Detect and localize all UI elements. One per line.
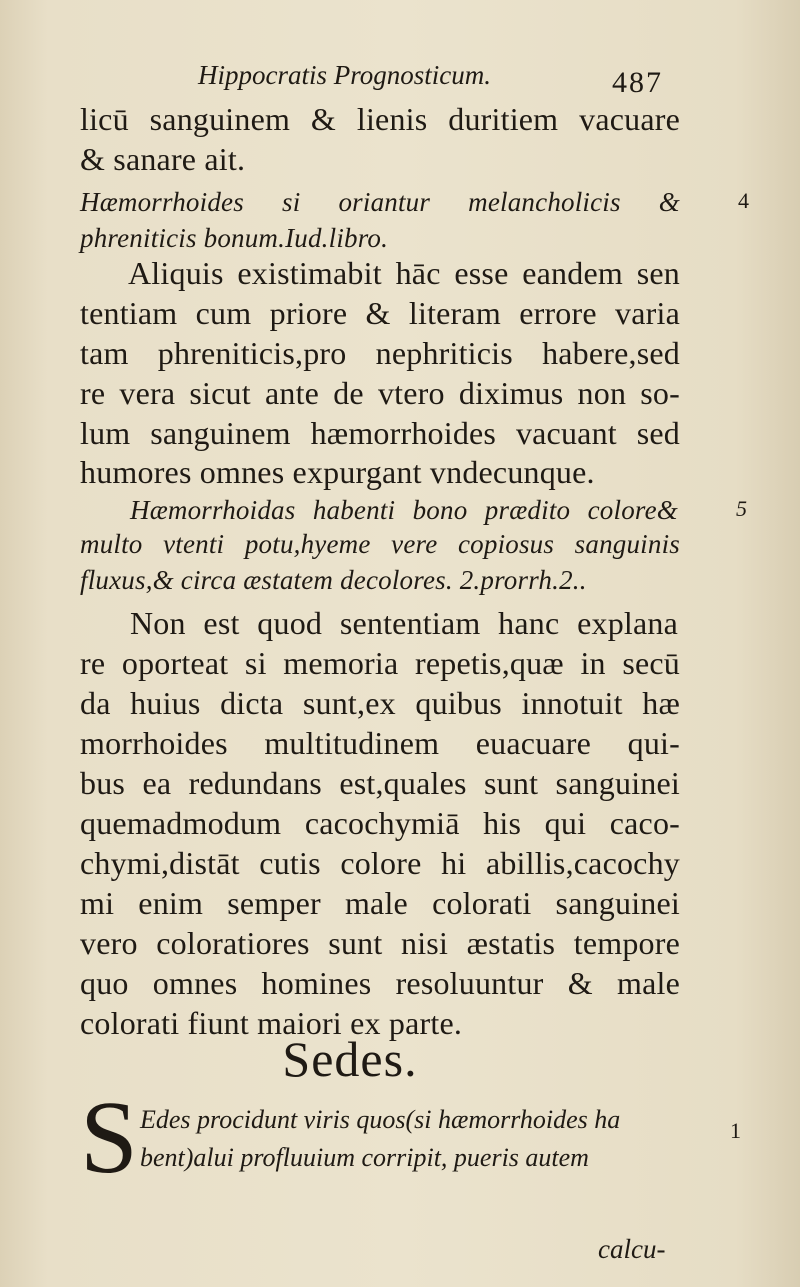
page-number: 487 bbox=[612, 66, 663, 99]
commentary-line: chymi,distāt cutis colore hi abillis,cacochy bbox=[80, 845, 680, 881]
commentary-line: Aliquis existimabit hāc esse eandem sen bbox=[128, 255, 680, 291]
section-heading: Sedes. bbox=[282, 1031, 418, 1087]
commentary-line: morrhoides multitudinem euacuare qui- bbox=[80, 725, 680, 761]
catchword: calcu- bbox=[598, 1234, 666, 1264]
section-line: bent)alui profluuium corripit, pueris autem bbox=[140, 1143, 589, 1172]
sentence-5-line: multo vtenti potu,hyeme vere copiosus sanguinis bbox=[80, 529, 680, 559]
commentary-line: tentiam cum priore & literam errore varia bbox=[80, 295, 680, 331]
body-line: licū sanguinem & lienis duritiem vacuare bbox=[80, 101, 680, 137]
margin-number-5: 5 bbox=[736, 496, 747, 521]
commentary-line: humores omnes expurgant vndecunque. bbox=[80, 454, 595, 490]
margin-number-4: 4 bbox=[738, 188, 749, 213]
commentary-line: quo omnes homines resoluuntur & male bbox=[80, 965, 680, 1001]
commentary-line: lum sanguinem hæmorrhoides vacuant sed bbox=[80, 415, 680, 451]
section-line: Edes procidunt viris quos(si hæmorrhoides ha bbox=[140, 1105, 621, 1134]
commentary-line: quemadmodum cacochymiā his qui caco- bbox=[80, 805, 680, 841]
sentence-4-line: Hæmorrhoides si oriantur melancholicis & bbox=[80, 187, 680, 217]
commentary-line: tam phreniticis,pro nephriticis habere,sed bbox=[80, 335, 680, 371]
drop-cap: S bbox=[80, 1080, 138, 1195]
running-title: Hippocratis Prognosticum. bbox=[198, 60, 491, 90]
commentary-line: bus ea redundans est,quales sunt sanguinei bbox=[80, 765, 680, 801]
sentence-5-line: Hæmorrhoidas habenti bono prædito colore& bbox=[130, 495, 678, 525]
body-line: & sanare ait. bbox=[80, 141, 246, 177]
commentary-line: re vera sicut ante de vtero diximus non so- bbox=[80, 375, 680, 411]
commentary-line: vero coloratiores sunt nisi æstatis tempore bbox=[80, 925, 680, 961]
sentence-4-line: phreniticis bonum.Iud.libro. bbox=[80, 223, 389, 253]
commentary-line: mi enim semper male colorati sanguinei bbox=[80, 885, 680, 921]
commentary-line: da huius dicta sunt,ex quibus innotuit hæ bbox=[80, 685, 680, 721]
commentary-line: colorati fiunt maiori ex parte. bbox=[80, 1005, 463, 1041]
commentary-line: Non est quod sententiam hanc explana bbox=[130, 605, 678, 641]
margin-number-1: 1 bbox=[730, 1118, 741, 1143]
commentary-line: re oporteat si memoria repetis,quæ in secū bbox=[80, 645, 680, 681]
sentence-5-line: fluxus,& circa æstatem decolores. 2.prorrh.2.. bbox=[80, 565, 587, 595]
